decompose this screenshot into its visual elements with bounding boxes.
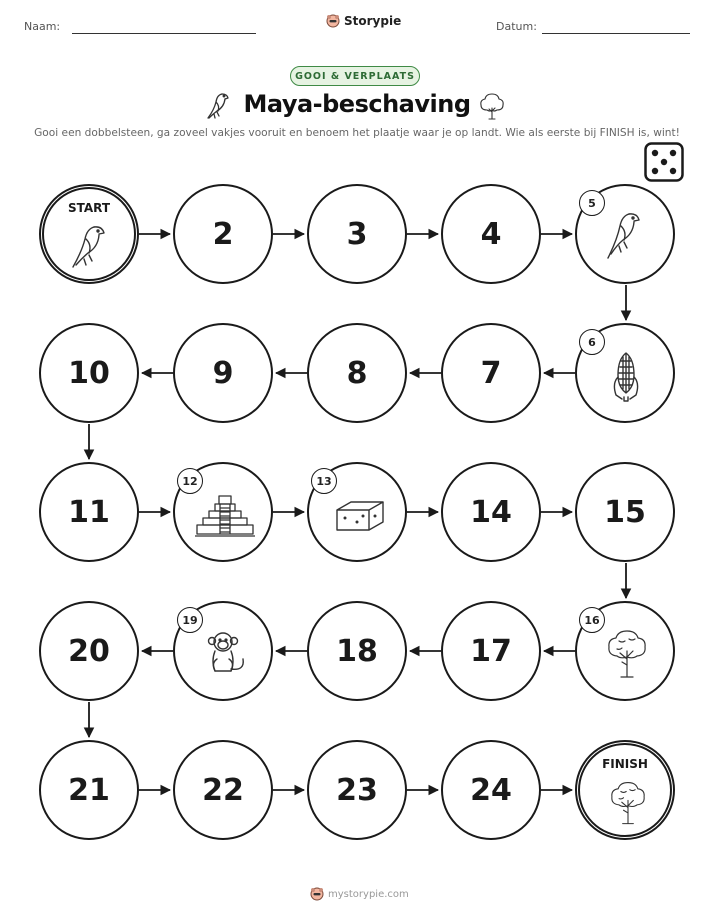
space-15 — [575, 462, 675, 562]
space-8 — [307, 323, 407, 423]
space-23 — [307, 740, 407, 840]
space-19 — [173, 601, 273, 701]
corn-icon — [610, 349, 642, 403]
space-number: 4 — [480, 216, 502, 252]
space-number: 15 — [604, 494, 646, 530]
brand-name: Storypie — [344, 14, 402, 28]
space-number-badge: 6 — [579, 329, 605, 355]
space-17 — [441, 601, 541, 701]
monkey-icon — [203, 629, 249, 679]
space-number: 20 — [68, 633, 110, 669]
space-number: 18 — [336, 633, 378, 669]
space-12 — [173, 462, 273, 562]
parrot-icon — [605, 210, 645, 262]
space-number: 14 — [470, 494, 512, 530]
space-9 — [173, 323, 273, 423]
space-number: 2 — [212, 216, 234, 252]
space-number: 8 — [346, 355, 368, 391]
start-label: START — [67, 201, 111, 215]
date-field[interactable] — [542, 33, 690, 34]
space-number: 22 — [202, 772, 244, 808]
space-number: 23 — [336, 772, 378, 808]
space-16 — [575, 601, 675, 701]
space-24 — [441, 740, 541, 840]
space-number-badge: 19 — [177, 607, 203, 633]
instructions: Gooi een dobbelsteen, ga zoveel vakjes vooruit en benoem het plaatje waar je op landt. Wie als eerste bij FINISH is, wint! — [34, 127, 680, 139]
name-field[interactable] — [72, 33, 256, 34]
space-number: 21 — [68, 772, 110, 808]
space-number-badge: 16 — [579, 607, 605, 633]
pyramid-icon — [193, 492, 257, 542]
tree-icon — [608, 779, 648, 829]
footer-url[interactable]: mystorypie.com — [328, 888, 409, 900]
space-number: 3 — [346, 216, 368, 252]
space-number: 17 — [470, 633, 512, 669]
die-five-icon — [644, 142, 684, 182]
activity-badge: GOOI & VERPLAATS — [290, 66, 420, 86]
space-5 — [575, 184, 675, 284]
brand-logo — [326, 14, 401, 28]
footer — [310, 887, 409, 901]
space-number-badge: 5 — [579, 190, 605, 216]
space-number-badge: 13 — [311, 468, 337, 494]
space-number: 24 — [470, 772, 512, 808]
space-start — [39, 184, 139, 284]
space-number: 10 — [68, 355, 110, 391]
tree-icon — [605, 627, 649, 683]
space-18 — [307, 601, 407, 701]
space-21 — [39, 740, 139, 840]
space-3 — [307, 184, 407, 284]
space-number: 11 — [68, 494, 110, 530]
space-11 — [39, 462, 139, 562]
space-14 — [441, 462, 541, 562]
parrot-icon — [70, 223, 110, 271]
space-7 — [441, 323, 541, 423]
space-20 — [39, 601, 139, 701]
tree-icon — [478, 90, 506, 122]
space-13 — [307, 462, 407, 562]
space-2 — [173, 184, 273, 284]
finish-label: FINISH — [602, 757, 648, 771]
date-label: Datum: — [496, 20, 537, 33]
space-number: 9 — [212, 355, 234, 391]
space-10 — [39, 323, 139, 423]
stone-block-icon — [333, 496, 387, 536]
page-title: Maya-beschaving — [243, 90, 471, 118]
parrot-icon — [204, 90, 232, 122]
name-label: Naam: — [24, 20, 61, 33]
space-6 — [575, 323, 675, 423]
space-number: 7 — [480, 355, 502, 391]
space-22 — [173, 740, 273, 840]
space-4 — [441, 184, 541, 284]
space-number-badge: 12 — [177, 468, 203, 494]
storypie-mascot-icon — [310, 887, 324, 901]
space-finish — [575, 740, 675, 840]
storypie-mascot-icon — [326, 14, 340, 28]
